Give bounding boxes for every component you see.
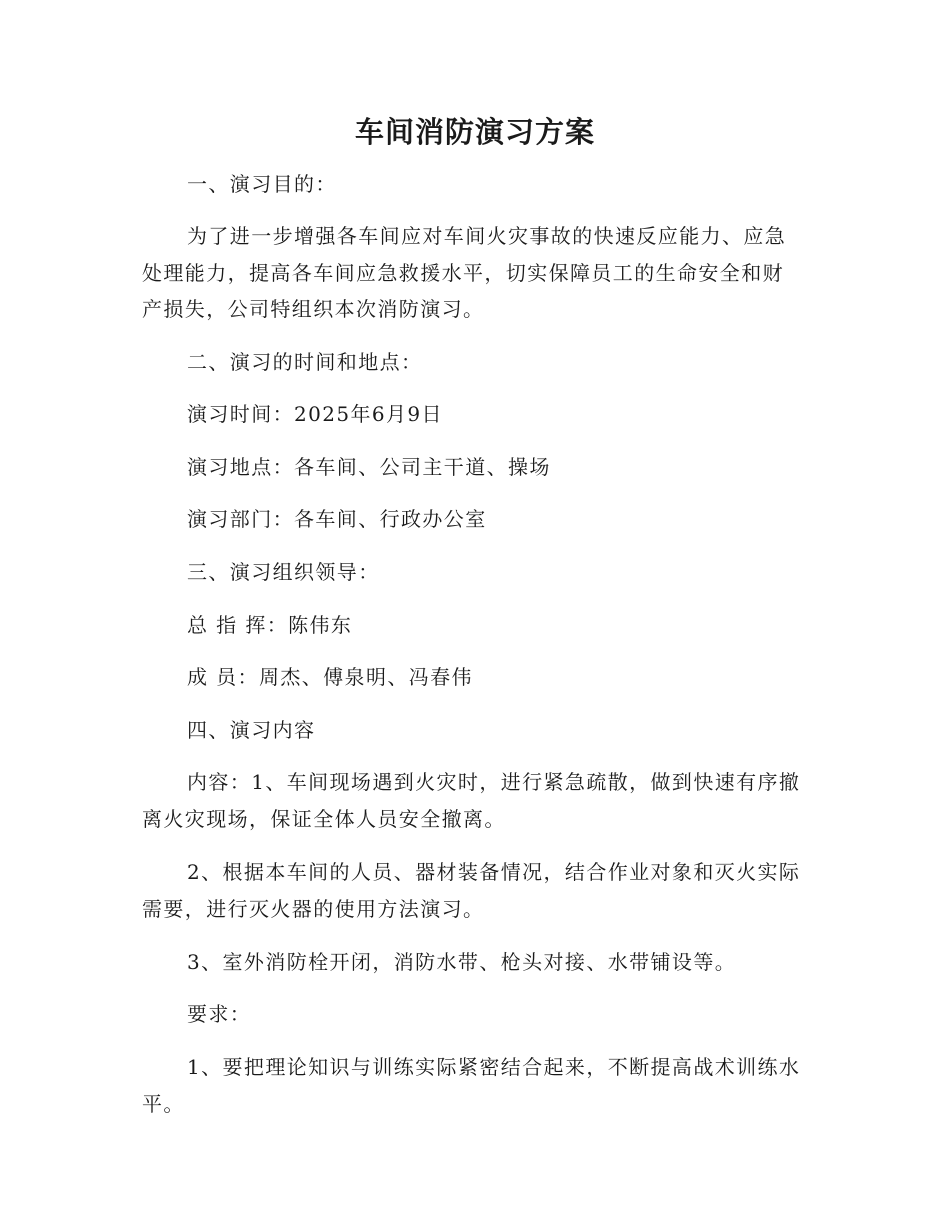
section-heading-purpose: 一、演习目的： [187,172,337,196]
paragraph-line: 平。 [142,1092,185,1116]
paragraph-line: 处理能力，提高各车间应急救援水平，切实保障员工的生命安全和财 [142,261,784,285]
paragraph-line: 产损失，公司特组织本次消防演习。 [142,297,485,321]
paragraph-line: 离火灾现场，保证全体人员安全撤离。 [142,807,506,831]
paragraph-line: 为了进一步增强各车间应对车间火灾事故的快速反应能力、应急 [187,224,787,248]
paragraph-line: 需要，进行灭火器的使用方法演习。 [142,897,485,921]
drill-location: 演习地点：各车间、公司主干道、操场 [187,455,551,479]
requirements-heading: 要求： [187,1002,252,1026]
paragraph-line: 2、根据本车间的人员、器材装备情况，结合作业对象和灭火实际 [187,860,801,884]
document-title: 车间消防演习方案 [354,115,595,149]
commander: 总 指 挥：陈伟东 [187,613,353,637]
paragraph-line: 内容：1、车间现场遇到火灾时，进行紧急疏散，做到快速有序撤 [187,770,801,794]
section-heading-time-place: 二、演习的时间和地点： [187,350,423,374]
section-heading-content: 四、演习内容 [187,718,316,742]
drill-time: 演习时间：2025年6月9日 [187,402,443,426]
drill-department: 演习部门：各车间、行政办公室 [187,507,487,531]
paragraph-line: 3、室外消防栓开闭，消防水带、枪头对接、水带铺设等。 [187,950,737,974]
section-heading-leadership: 三、演习组织领导： [187,560,380,584]
paragraph-line: 1、要把理论知识与训练实际紧密结合起来，不断提高战术训练水 [187,1055,801,1079]
members: 成 员：周杰、傅泉明、冯春伟 [187,665,473,689]
